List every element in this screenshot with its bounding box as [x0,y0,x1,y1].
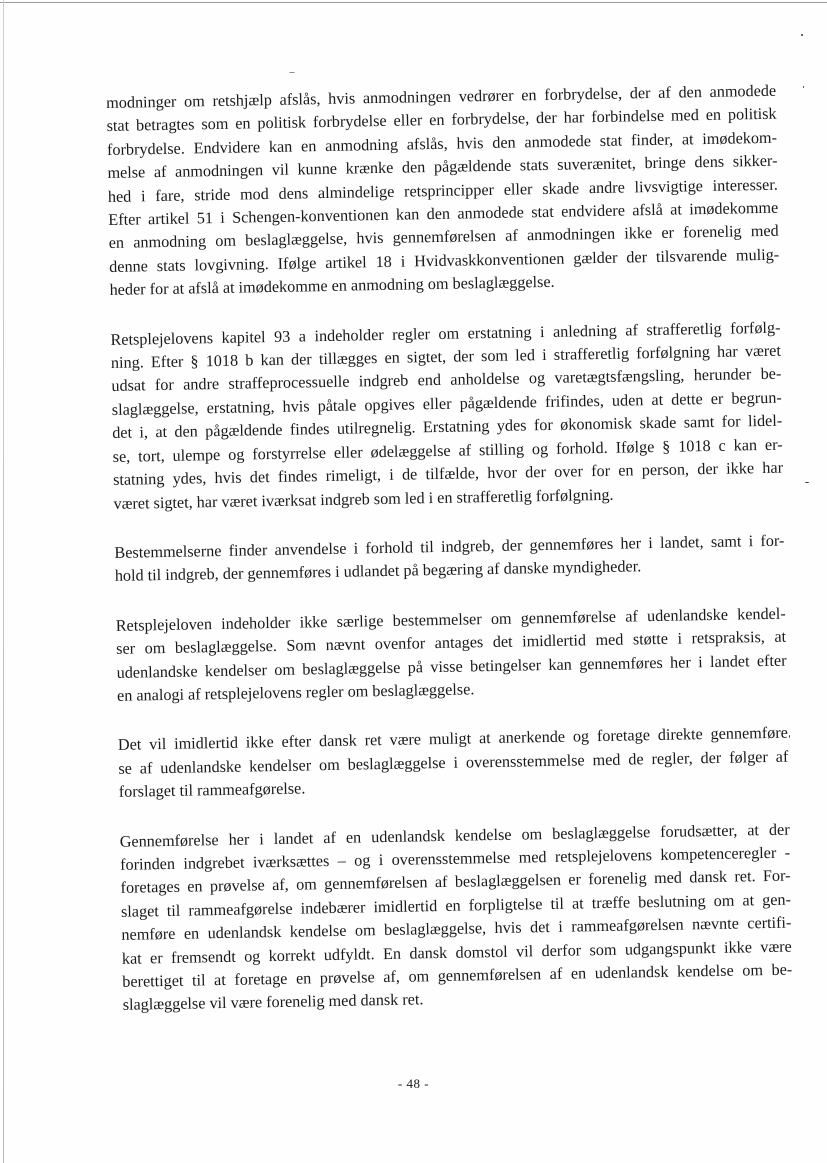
text-line: hed i fare, stride mod dens almindelige retsprincipper eller skade andre livsvigtige interesser. [107,175,778,206]
text-line: forinden indgrebet iværksættes – og i overensstemmelse med retsplejelovens kompetenceregler - [119,843,791,874]
text-line: forslaget til rammeafgørelse. [118,779,306,802]
text-line: Det vil imidlertid ikke efter dansk ret være muligt at anerkende og foretage direkte gennemføre [117,723,789,755]
text-line: statning ydes, hvis det findes rimeligt, i de tilfælde, hvor der over for en person, der ikke har [112,458,784,490]
text-line: hold til indgreb, der gennemføres i udlandet på begæring af danske myndigheder. [114,557,642,586]
text-line: været sigtet, har været iværksat indgreb som led i en strafferetlig forfølgning. [113,485,614,513]
text-line: forbrydelse. Endvidere kan en anmodning afslås, hvis den anmodede stat finder, at imødekom- [106,128,778,159]
text-line: Retsplejeloven indeholder ikke særlige bestemmelser om gennemførelse af udenlandske kendel- [115,604,786,635]
paragraph-6 [120,818,793,1017]
scan-speck [801,34,803,36]
text-line: kat er fremsendt og korrekt udfyldt. En dansk domstol vil derfor som udgangspunkt ikke være [121,937,792,968]
paragraph-4 [116,602,788,708]
paragraph-5 [118,722,789,804]
text-line: slaglæggelse vil være forenelig med dansk ret. [122,990,424,1015]
text-line: stat betragtes som en politisk forbrydelse eller en forbrydelse, der har forbindelse med en politisk [106,105,777,136]
text-line: se, tort, ulempe og forstyrrelse eller ødelæggelse af stilling og forhold. Ifølge § 1018 c kan er- [112,435,783,466]
text-line: nemføre en udenlandsk kendelse om beslaglæggelse, hvis det i rammeafgørelsen nævnte certifi- [121,913,792,945]
text-line: Efter artikel 51 i Schengen-konventionen kan den anmodede stat endvidere afslå at imødekomme [108,198,779,230]
text-line: berettiget til at foretage en prøvelse af, om gennemførelsen af en udenlandsk kendelse om be- [122,960,793,991]
paragraph-1 [106,80,780,303]
scan-edge-top [0,2,827,3]
text-line: slaglæggelse, erstatning, hvis påtale opgives eller pågældende frifindes, uden at dette er begrun- [111,388,782,419]
text-line: Bestemmelserne finder anvendelse i forhold til indgreb, der gennemføres her i landet, samt i for- [114,531,785,562]
text-line: en anmodning om beslaglæggelse, hvis gennemførelsen af anmodningen ikke er forenelig med [108,222,779,253]
text-line: foretages en prøvelse af, om gennemførelsen af beslaglæggelsen er forenelig med dansk ret. For- [120,866,791,898]
text-line: ning. Efter § 1018 b kan der tillægges en sigtet, der som led i strafferetlig forfølgning har været [110,341,782,373]
text-line: slaget til rammeafgørelse indebærer imidlertid en forpligtelse til at træffe beslutning om at gen- [120,890,792,921]
text-line: heder for at afslå at imødekomme en anmodning om beslaglæggelse. [109,273,555,300]
scan-speck [789,735,790,738]
scan-edge-left [3,0,4,1163]
text-line: ser om beslaglæggelse. Som nævnt ovenfor antages det imidlertid med støtte i retspraksis, at [116,627,787,659]
text-line: se af udenlandske kendelser om beslaglæggelse i overensstemmelse med de regler, der følger af [118,747,789,778]
text-line: denne stats lovgivning. Ifølge artikel 18 i Hvidvaskkonventionen gælder der tilsvarende mulig- [109,245,780,276]
scan-speck [803,86,804,88]
scan-speck [805,482,809,483]
text-line: modninger om retshjælp afslås, hvis anmodningen vedrører en forbrydelse, der af den anmodede [106,81,777,112]
text-line: Gennemførelse her i landet af en udenlandsk kendelse om beslaglæggelse forudsætter, at der [119,820,790,851]
text-line: det i, at den pågældende findes utilregnelig. Erstatning ydes for økonomisk skade samt for lidel- [112,411,783,443]
text-line: Retsplejelovens kapitel 93 a indeholder regler om erstatning i anledning af strafferetlig forfølg- [110,318,781,349]
text-line: en analogi af retsplejelovens regler om beslaglæggelse. [116,680,475,705]
text-line: udenlandske kendelser om beslaglæggelse på visse betingelser kan gennemføres her i landet efter [116,651,787,682]
text-line: melse af anmodningen vil kunne krænke den pågældende stats suverænitet, bringe dens sikker- [107,151,778,183]
scan-speck [289,72,295,73]
text-line: udsat for andre straffeprocessuelle indgreb end anholdelse og varetægtsfængsling, herunder be- [111,365,782,396]
paragraph-2 [110,316,783,515]
document-body [106,80,793,1018]
page-number: - 48 - [397,1076,430,1091]
